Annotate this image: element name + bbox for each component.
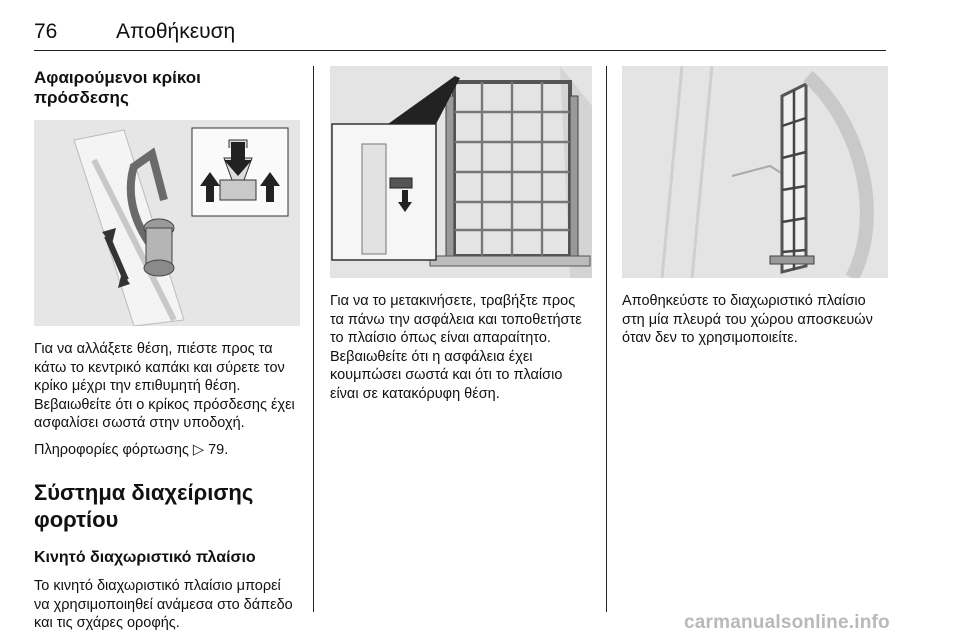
column-2 [330, 66, 592, 403]
page-number: 76 [34, 20, 58, 43]
partition-latch-illustration [330, 66, 592, 278]
tie-down-ring-illustration [34, 120, 300, 326]
section-title: Σύστημα διαχείρισης φορτίου [34, 480, 254, 532]
tie-down-heading: Αφαιρούμενοι κρίκοι πρόσδεσης [34, 68, 201, 107]
column-1 [34, 60, 300, 633]
partition-stowed-illustration [622, 66, 888, 278]
subsection-title: Κινητό διαχωριστικό πλαίσιο [34, 549, 256, 566]
column-3 [622, 66, 888, 348]
column-divider [313, 66, 314, 612]
page-header [34, 14, 886, 51]
reference-arrow-icon: ▷ [192, 441, 205, 458]
move-partition-paragraph: Για να το μετακινήσετε, τραβήξτε προς τα πάνω την ασφάλεια και τοποθετήστε το πλαίσιο όπως είναι απαραίτητο. Βεβαιωθείτε ότι η ασφάλεια έχει κουμπώσει σωστά και ότι το πλαίσιο είναι σε κατακόρυφη θέση. [330, 293, 582, 402]
column-divider [606, 66, 607, 612]
loading-info-reference[interactable] [34, 441, 300, 460]
partition-paragraph: Το κινητό διαχωριστικό πλαίσιο μπορεί να χρησιμοποιηθεί ανάμεσα στο δάπεδο και τις σχάρες οροφής. [34, 578, 293, 631]
tie-down-paragraph: Για να αλλάξετε θέση, πιέστε προς τα κάτω το κεντρικό καπάκι και σύρετε τον κρίκο μέχρι την επιθυμητή θέση. Βεβαιωθείτε ότι ο κρίκος πρόσδεσης έχει ασφαλίσει σωστά στην υποδοχή. [34, 341, 295, 431]
reference-page: 79. [208, 441, 229, 458]
watermark: carmanualsonline.info [684, 612, 890, 633]
stow-partition-paragraph: Αποθηκεύστε το διαχωριστικό πλαίσιο στη μία πλευρά του χώρου αποσκευών όταν δεν το χρησιμοποιείτε. [622, 293, 873, 346]
chapter-title: Αποθήκευση [116, 20, 236, 43]
reference-text: Πληροφορίες φόρτωσης [34, 441, 189, 458]
